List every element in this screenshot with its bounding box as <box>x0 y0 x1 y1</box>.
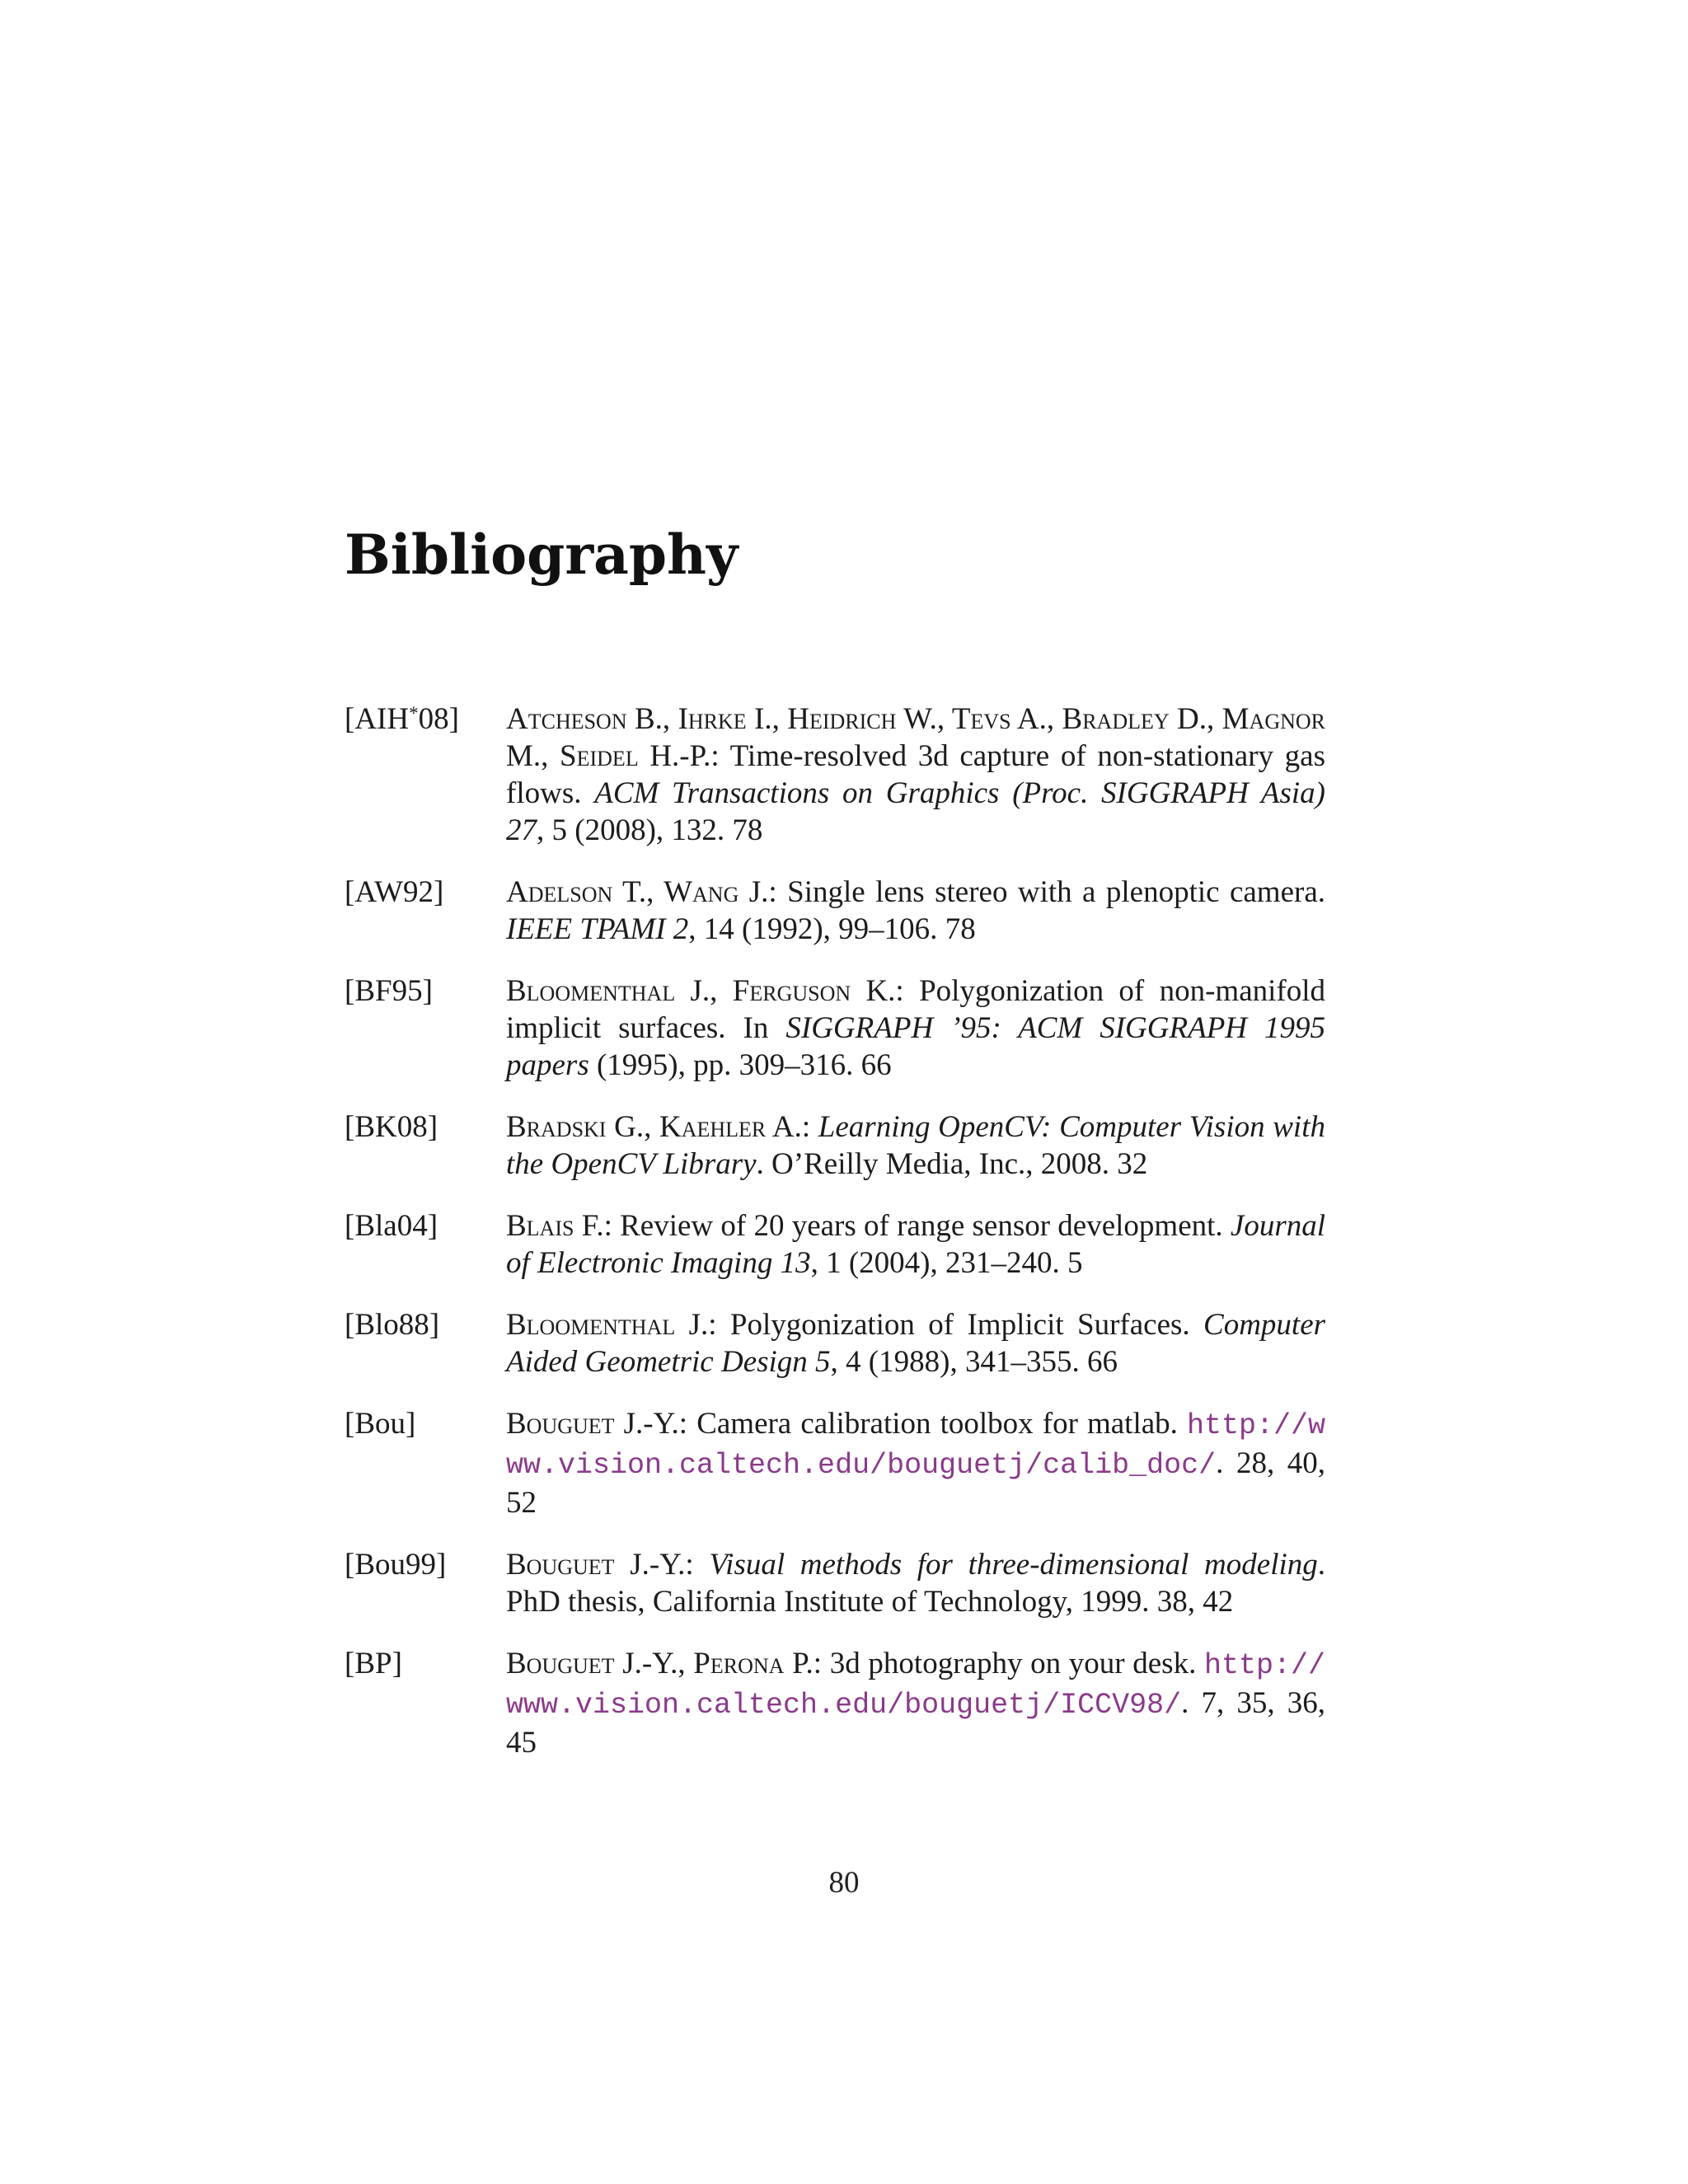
bib-authors: Atcheson B., Ihrke I., Heidrich W., Tevs A., Bradley D., Magnor M., Seidel H.-P.: <box>506 702 1325 773</box>
bib-title: Polygonization of non-manifold implicit surfaces. <box>506 974 1325 1045</box>
bib-backref[interactable]: 78 <box>945 912 976 946</box>
bib-entry-bou99 <box>345 1546 1325 1620</box>
bib-entry-bp <box>345 1645 1325 1761</box>
bib-details: , 14 (1992), 99–106. <box>688 912 938 946</box>
bib-key: [Bla04] <box>345 1209 438 1243</box>
bib-key: [Blo88] <box>345 1308 440 1342</box>
bib-backref[interactable]: 78 <box>732 813 763 847</box>
bib-venue: Computer Aided Geometric Design 5 <box>506 1308 1326 1379</box>
bib-body <box>506 1645 1325 1761</box>
bib-title: Learning OpenCV: Computer Vision with the OpenCV Library <box>506 1110 1325 1181</box>
bib-entry-bou <box>345 1405 1325 1521</box>
page-number: 80 <box>828 1866 860 1900</box>
bib-authors: Blais F.: <box>506 1209 612 1243</box>
bib-details: . O’Reilly Media, Inc., 2008. <box>756 1147 1110 1181</box>
bib-title: Visual methods for three-dimensional modeling <box>709 1548 1318 1582</box>
bibliography-list <box>345 701 1325 1786</box>
bib-body <box>506 1546 1325 1620</box>
bib-body <box>506 1405 1325 1521</box>
bib-body <box>506 1306 1325 1380</box>
bib-body <box>506 701 1325 849</box>
bib-key: [BF95] <box>345 974 433 1008</box>
bib-url-link[interactable]: http://www.vision.caltech.edu/bouguetj/calib_doc/ <box>506 1409 1326 1482</box>
bib-body <box>506 1108 1325 1183</box>
bib-entry-bk08 <box>345 1108 1325 1183</box>
bib-entry-aih08 <box>345 701 1325 849</box>
bib-title: Camera calibration toolbox for matlab. <box>696 1407 1178 1441</box>
bib-venue: ACM Transactions on Graphics (Proc. SIGGRAPH Asia) 27 <box>506 776 1325 847</box>
bib-title: Polygonization of Implicit Surfaces. <box>729 1308 1190 1342</box>
bib-title: 3d photography on your desk. <box>829 1647 1197 1680</box>
bib-backref[interactable]: 38, 42 <box>1156 1585 1234 1619</box>
bib-backref[interactable]: 5 <box>1067 1246 1083 1280</box>
bib-title: Single lens stereo with a plenoptic camera. <box>787 875 1326 909</box>
bib-title: Time-resolved 3d capture of non-stationary gas flows. <box>506 739 1326 810</box>
page-title: Bibliography <box>345 523 738 587</box>
bib-venue: IEEE TPAMI 2 <box>506 912 689 946</box>
bib-venue: SIGGRAPH ’95: ACM SIGGRAPH 1995 papers <box>506 1011 1326 1082</box>
bib-authors: Bloomenthal J.: <box>506 1308 717 1342</box>
bib-prefix: In <box>743 1011 769 1045</box>
bib-details: . <box>1216 1446 1224 1480</box>
bib-details: , 1 (2004), 231–240. <box>810 1246 1060 1280</box>
bib-entry-aw92 <box>345 874 1325 948</box>
bib-venue: Journal of Electronic Imaging 13 <box>506 1209 1326 1280</box>
bib-key: [AIH*08] <box>345 702 459 736</box>
bib-authors: Bouguet J.-Y.: <box>506 1548 694 1582</box>
bib-details: (1995), pp. 309–316. <box>596 1048 854 1082</box>
bib-details: . <box>1181 1686 1189 1720</box>
bib-url-link[interactable]: http://www.vision.caltech.edu/bouguetj/ICCV98/ <box>506 1649 1326 1722</box>
bib-body <box>506 874 1325 948</box>
bib-entry-bf95 <box>345 972 1325 1084</box>
bib-title: Review of 20 years of range sensor development. <box>620 1209 1223 1243</box>
bib-key: [BK08] <box>345 1110 438 1144</box>
bib-backref[interactable]: 66 <box>860 1048 892 1082</box>
bib-body <box>506 972 1325 1084</box>
bib-details: , 4 (1988), 341–355. <box>830 1345 1080 1379</box>
bib-key: [Bou] <box>345 1407 416 1441</box>
bib-authors: Adelson T., Wang J.: <box>506 875 777 909</box>
bib-authors: Bouguet J.-Y., Perona P.: <box>506 1647 823 1680</box>
bib-authors: Bouguet J.-Y.: <box>506 1407 688 1441</box>
bib-details: , 5 (2008), 132. <box>537 813 725 847</box>
bib-backref[interactable]: 7, 35, 36, 45 <box>506 1686 1326 1760</box>
bib-backref[interactable]: 66 <box>1086 1345 1118 1379</box>
bib-key: [AW92] <box>345 875 444 909</box>
bib-key: [BP] <box>345 1647 402 1680</box>
bib-details: . PhD thesis, California Institute of Technology, 1999. <box>506 1548 1326 1619</box>
bib-entry-bla04 <box>345 1207 1325 1282</box>
bib-key: [Bou99] <box>345 1548 447 1582</box>
bib-authors: Bloomenthal J., Ferguson K.: <box>506 974 904 1008</box>
bib-backref[interactable]: 28, 40, 52 <box>506 1446 1326 1520</box>
bib-entry-blo88 <box>345 1306 1325 1380</box>
bib-body <box>506 1207 1325 1282</box>
bib-authors: Bradski G., Kaehler A.: <box>506 1110 811 1144</box>
bib-backref[interactable]: 32 <box>1117 1147 1148 1181</box>
